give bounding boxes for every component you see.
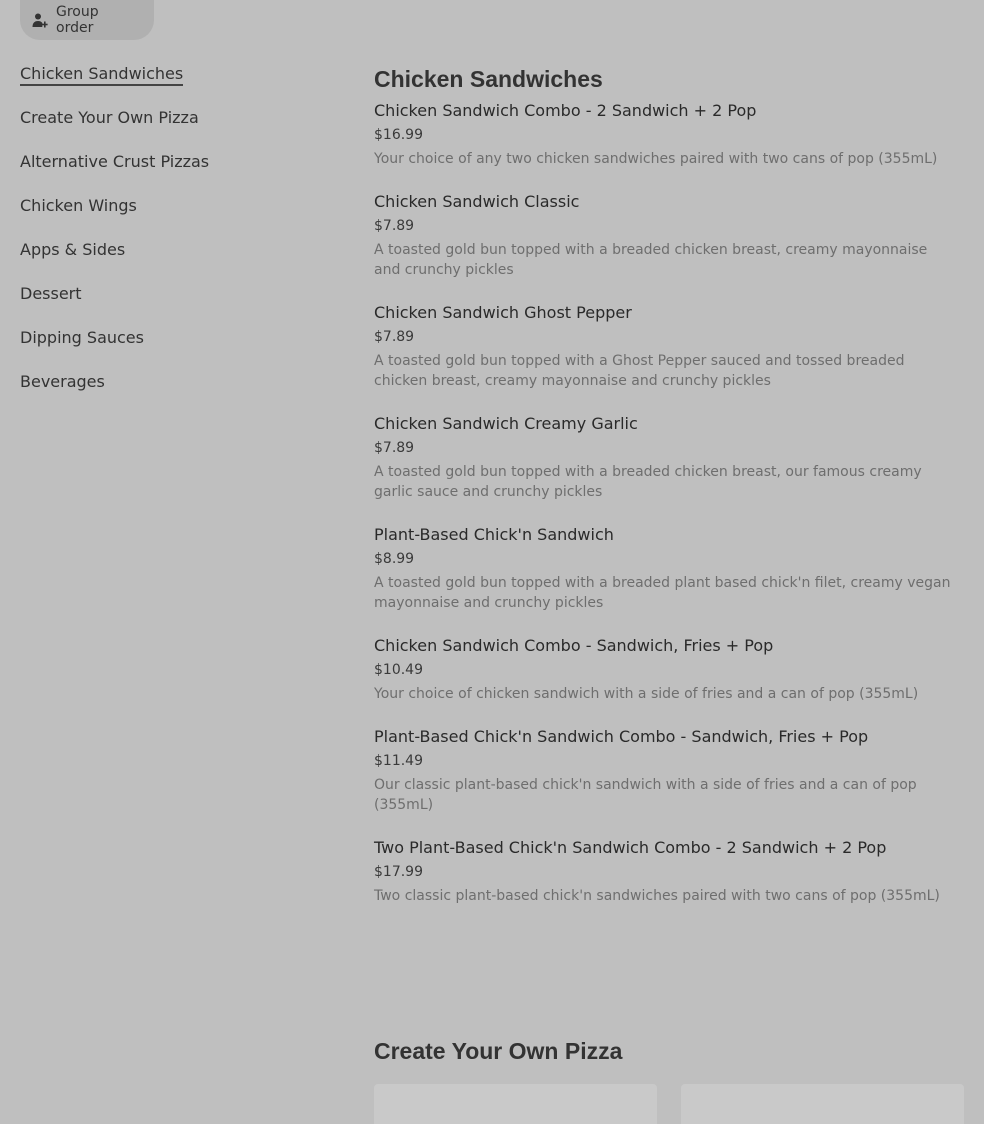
sidebar-item-apps-sides[interactable]: Apps & Sides — [20, 240, 126, 259]
menu-item-price: $10.49 — [374, 662, 423, 678]
menu-item-name: Plant-Based Chick'n Sandwich Combo - Sandwich, Fries + Pop — [374, 727, 869, 746]
menu-item-description: Your choice of chicken sandwich with a side of fries and a can of pop (355mL) — [374, 686, 919, 702]
section-title: Create Your Own Pizza — [374, 1038, 623, 1064]
menu-item-description: A toasted gold bun topped with a breaded chicken breast, our famous creamy garlic sauce and crunchy pickles — [374, 464, 922, 500]
menu-item-name: Chicken Sandwich Combo - Sandwich, Fries + Pop — [374, 636, 774, 655]
group-order-button[interactable] — [20, 0, 154, 40]
menu-item[interactable] — [374, 191, 964, 280]
menu-item-price: $16.99 — [374, 127, 423, 143]
sidebar-item-chicken-wings[interactable]: Chicken Wings — [20, 196, 137, 215]
menu-item-description: A toasted gold bun topped with a Ghost Pepper sauced and tossed breaded chicken breast, creamy mayonnaise and crunchy pickles — [374, 353, 905, 389]
menu-item-price: $7.89 — [374, 440, 415, 456]
menu-item[interactable] — [374, 100, 964, 169]
sidebar-item-beverages[interactable]: Beverages — [20, 372, 105, 391]
group-order-label: Group order — [56, 4, 99, 36]
add-person-icon — [32, 12, 48, 28]
menu-item-name: Chicken Sandwich Ghost Pepper — [374, 303, 632, 322]
menu-item-price: $11.49 — [374, 753, 423, 769]
sidebar-item-create-your-own-pizza[interactable]: Create Your Own Pizza — [20, 108, 199, 127]
menu-item[interactable] — [374, 302, 964, 391]
menu-item-name: Two Plant-Based Chick'n Sandwich Combo - 2 Sandwich + 2 Pop — [374, 838, 887, 857]
menu-section-chicken-sandwiches — [374, 60, 964, 928]
menu-item[interactable] — [374, 726, 964, 815]
menu-item-price: $17.99 — [374, 864, 423, 880]
pizza-card-row — [374, 1084, 964, 1124]
sidebar-item-dessert[interactable]: Dessert — [20, 284, 82, 303]
menu-item[interactable] — [374, 635, 964, 704]
menu-card[interactable] — [681, 1084, 964, 1124]
menu-item-name: Chicken Sandwich Classic — [374, 192, 580, 211]
sidebar-item-dipping-sauces[interactable]: Dipping Sauces — [20, 328, 144, 347]
menu-item[interactable] — [374, 837, 964, 906]
menu-item-name: Chicken Sandwich Combo - 2 Sandwich + 2 Pop — [374, 101, 757, 120]
menu-card[interactable] — [374, 1084, 657, 1124]
menu-item-price: $7.89 — [374, 329, 415, 345]
menu-item-price: $8.99 — [374, 551, 415, 567]
sidebar-item-alternative-crust-pizzas[interactable]: Alternative Crust Pizzas — [20, 152, 210, 171]
menu-section-create-your-own-pizza — [374, 1032, 964, 1072]
menu-item-name: Chicken Sandwich Creamy Garlic — [374, 414, 638, 433]
menu-item[interactable] — [374, 413, 964, 502]
menu-item-description: Our classic plant-based chick'n sandwich with a side of fries and a can of pop (355mL) — [374, 777, 917, 813]
menu-item-description: Two classic plant-based chick'n sandwiches paired with two cans of pop (355mL) — [374, 888, 940, 904]
menu-item-price: $7.89 — [374, 218, 415, 234]
menu-item-description: A toasted gold bun topped with a breaded plant based chick'n filet, creamy vegan mayonnaise and crunchy pickles — [374, 575, 951, 611]
menu-item-description: Your choice of any two chicken sandwiches paired with two cans of pop (355mL) — [374, 151, 938, 167]
sidebar-item-chicken-sandwiches[interactable]: Chicken Sandwiches — [20, 60, 320, 104]
section-title: Chicken Sandwiches — [374, 66, 603, 92]
menu-item[interactable] — [374, 524, 964, 613]
menu-item-description: A toasted gold bun topped with a breaded chicken breast, creamy mayonnaise and crunchy pickles — [374, 242, 928, 278]
category-nav — [20, 60, 320, 412]
menu-item-name: Plant-Based Chick'n Sandwich — [374, 525, 614, 544]
